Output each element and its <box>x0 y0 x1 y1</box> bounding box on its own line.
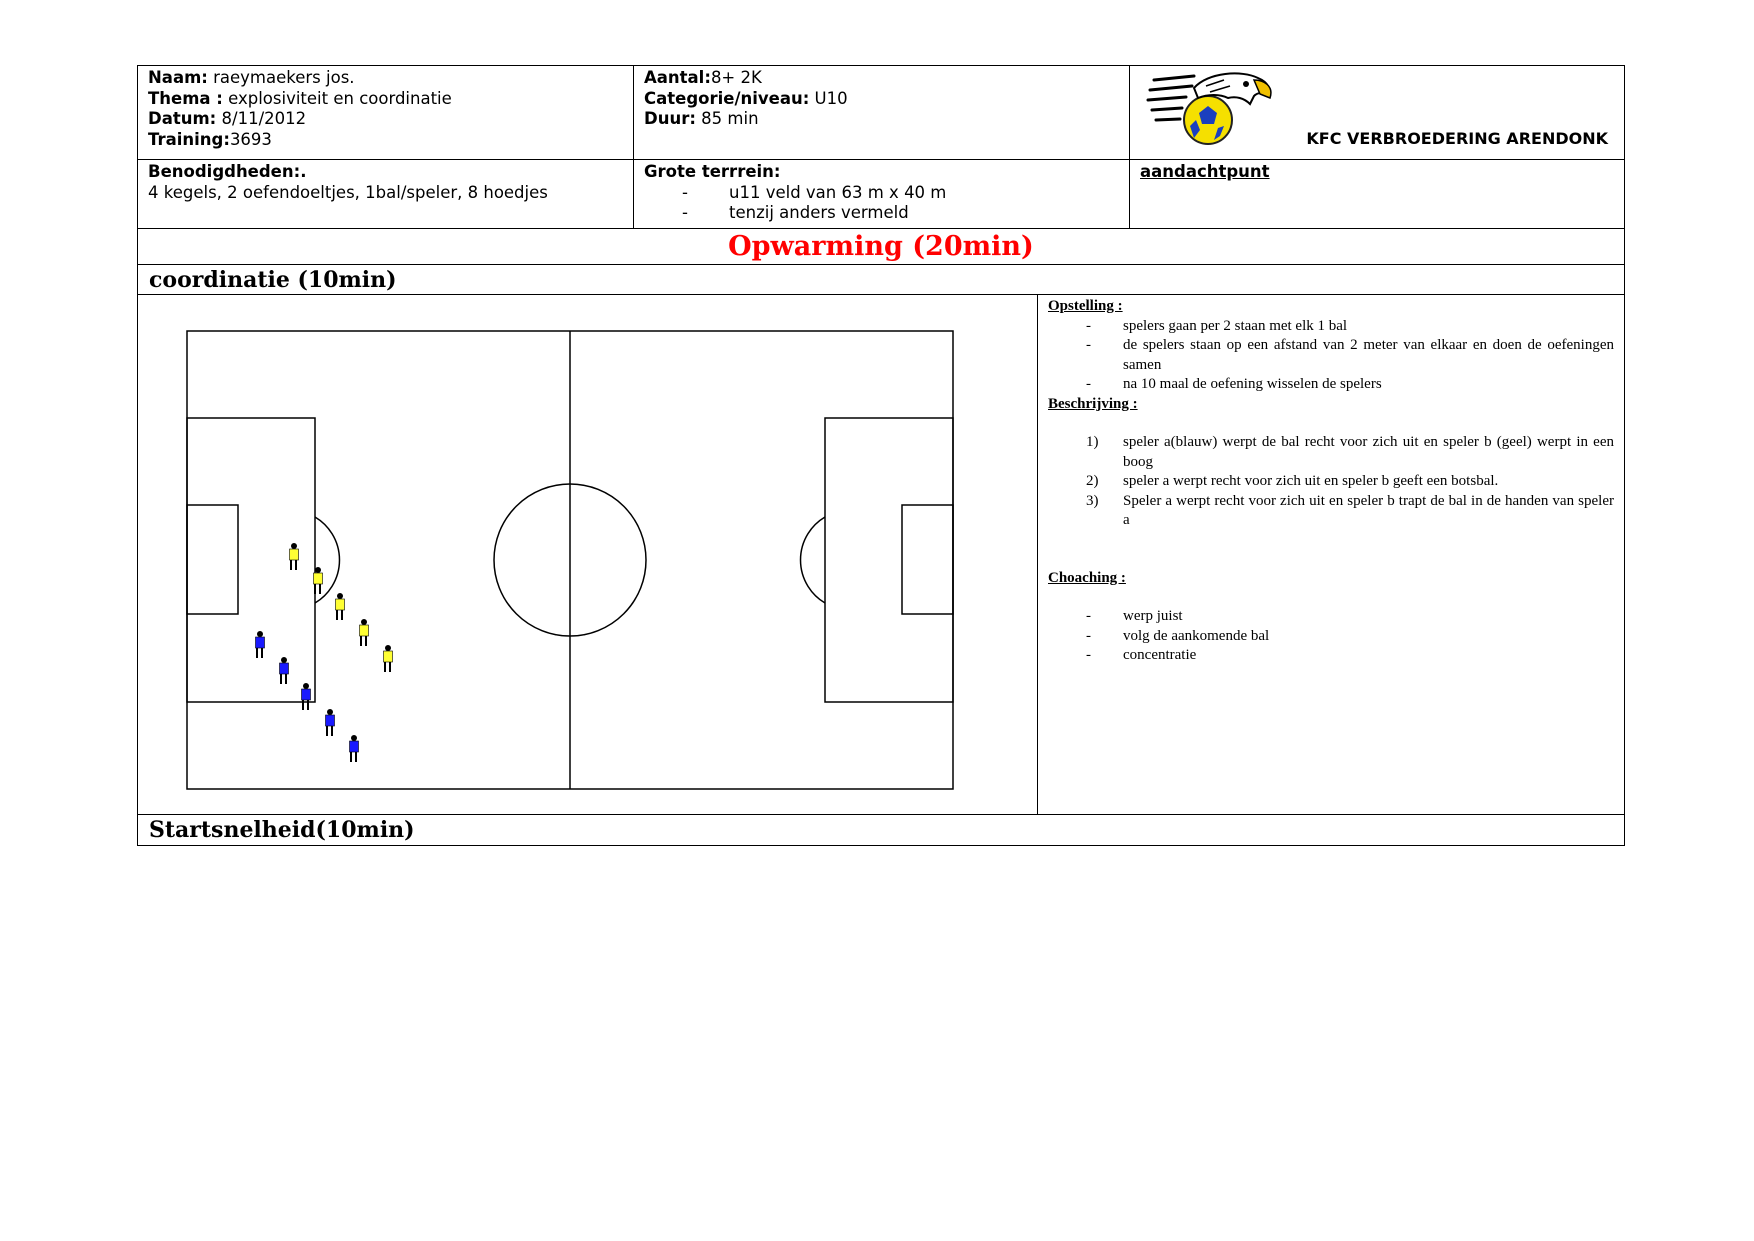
datum-value: 8/11/2012 <box>216 109 307 128</box>
categorie-label: Categorie/niveau: <box>644 88 810 108</box>
list-item: - volg de aankomende bal <box>1048 627 1614 647</box>
player-yellow <box>384 645 393 672</box>
duur-value: 85 min <box>695 109 759 128</box>
terrein-cell <box>634 160 1130 228</box>
duur-label: Duur: <box>644 109 696 128</box>
header-row <box>138 66 1624 160</box>
opstelling-list <box>1048 317 1614 395</box>
player-blue <box>302 683 311 710</box>
right-penalty-arc <box>801 517 825 603</box>
player-yellow <box>336 593 345 620</box>
beschrijving-label: Beschrijving : <box>1048 395 1138 412</box>
right-goal-area <box>902 505 953 614</box>
players-group <box>256 543 393 762</box>
pitch-diagram-cell <box>138 295 1038 814</box>
group-cell <box>634 66 1130 159</box>
item-text: speler a(blauw) werpt de bal recht voor zich uit en speler b (geel) werpt in een boog <box>1123 434 1614 470</box>
thema-value: explosiviteit en coordinatie <box>222 88 452 108</box>
club-name: KFC VERBROEDERING ARENDONK <box>1306 128 1608 148</box>
player-blue <box>280 657 289 684</box>
list-item <box>1048 492 1614 531</box>
exercise2-title-row <box>138 815 1624 845</box>
training-value: 3693 <box>229 129 272 149</box>
terrein-list <box>644 183 1119 224</box>
list-item: - concentratie <box>1048 646 1614 666</box>
player-blue <box>256 631 265 658</box>
materials-row <box>138 160 1624 229</box>
section-title-row <box>138 229 1624 265</box>
categorie-value: U10 <box>809 88 848 108</box>
exercise1-content-row <box>138 295 1624 815</box>
exercise1-instructions <box>1038 295 1624 814</box>
item-number: 3) <box>1086 492 1099 509</box>
training-sheet <box>137 65 1625 846</box>
section-title: Opwarming (20min) <box>728 231 1034 262</box>
exercise1-title-row <box>138 265 1624 295</box>
coaching-label: Choaching : <box>1048 569 1126 586</box>
aandachtpunt-cell <box>1130 160 1624 228</box>
left-goal-area <box>187 505 238 614</box>
exercise2-title: Startsnelheid(10min) <box>149 817 415 843</box>
list-item <box>1048 472 1614 492</box>
club-cell <box>1130 66 1624 159</box>
club-logo-eagle-icon <box>1146 68 1286 146</box>
item-number: 2) <box>1086 473 1099 489</box>
list-item: - na 10 maal de oefening wisselen de spelers <box>1048 375 1614 395</box>
training-label: Training: <box>148 129 230 149</box>
list-item: - tenzij anders vermeld <box>644 203 1119 224</box>
aantal-value: 8+ 2K <box>710 68 762 87</box>
terrein-label: Grote terrrein: <box>644 162 781 181</box>
list-item: - werp juist <box>1048 607 1614 627</box>
item-text: Speler a werpt recht voor zich uit en speler b trapt de bal in de handen van speler a <box>1123 492 1614 528</box>
list-item: - u11 veld van 63 m x 40 m <box>644 183 1119 204</box>
list-item <box>1048 433 1614 472</box>
info-cell <box>138 66 634 159</box>
datum-label: Datum: <box>148 109 217 128</box>
right-penalty-area <box>825 418 953 702</box>
benodigdheden-cell <box>138 160 634 228</box>
aandachtpunt-label: aandachtpunt <box>1140 162 1270 181</box>
left-penalty-arc <box>315 517 339 603</box>
item-number: 1) <box>1086 434 1099 450</box>
player-blue <box>326 709 335 736</box>
exercise1-title: coordinatie (10min) <box>149 266 397 293</box>
player-yellow <box>360 619 369 646</box>
pitch-diagram <box>138 295 1037 815</box>
player-yellow <box>290 543 299 570</box>
beschrijving-list <box>1048 433 1614 531</box>
aantal-label: Aantal: <box>644 68 711 87</box>
list-item: - spelers gaan per 2 staan met elk 1 bal <box>1048 317 1614 337</box>
benodigdheden-value: 4 kegels, 2 oefendoeltjes, 1bal/speler, 8 hoedjes <box>148 182 548 202</box>
naam-label: Naam: <box>148 68 208 87</box>
naam-value: raeymaekers jos. <box>207 68 355 87</box>
item-text: speler a werpt recht voor zich uit en speler b geeft een botsbal. <box>1123 473 1499 489</box>
benodigdheden-label: Benodigdheden:. <box>148 162 307 181</box>
thema-label: Thema : <box>148 88 223 108</box>
opstelling-label: Opstelling : <box>1048 298 1123 314</box>
coaching-list <box>1048 607 1614 666</box>
player-blue <box>350 735 359 762</box>
list-item: - de spelers staan op een afstand van 2 meter van elkaar en doen de oefeningen samen <box>1048 336 1614 375</box>
